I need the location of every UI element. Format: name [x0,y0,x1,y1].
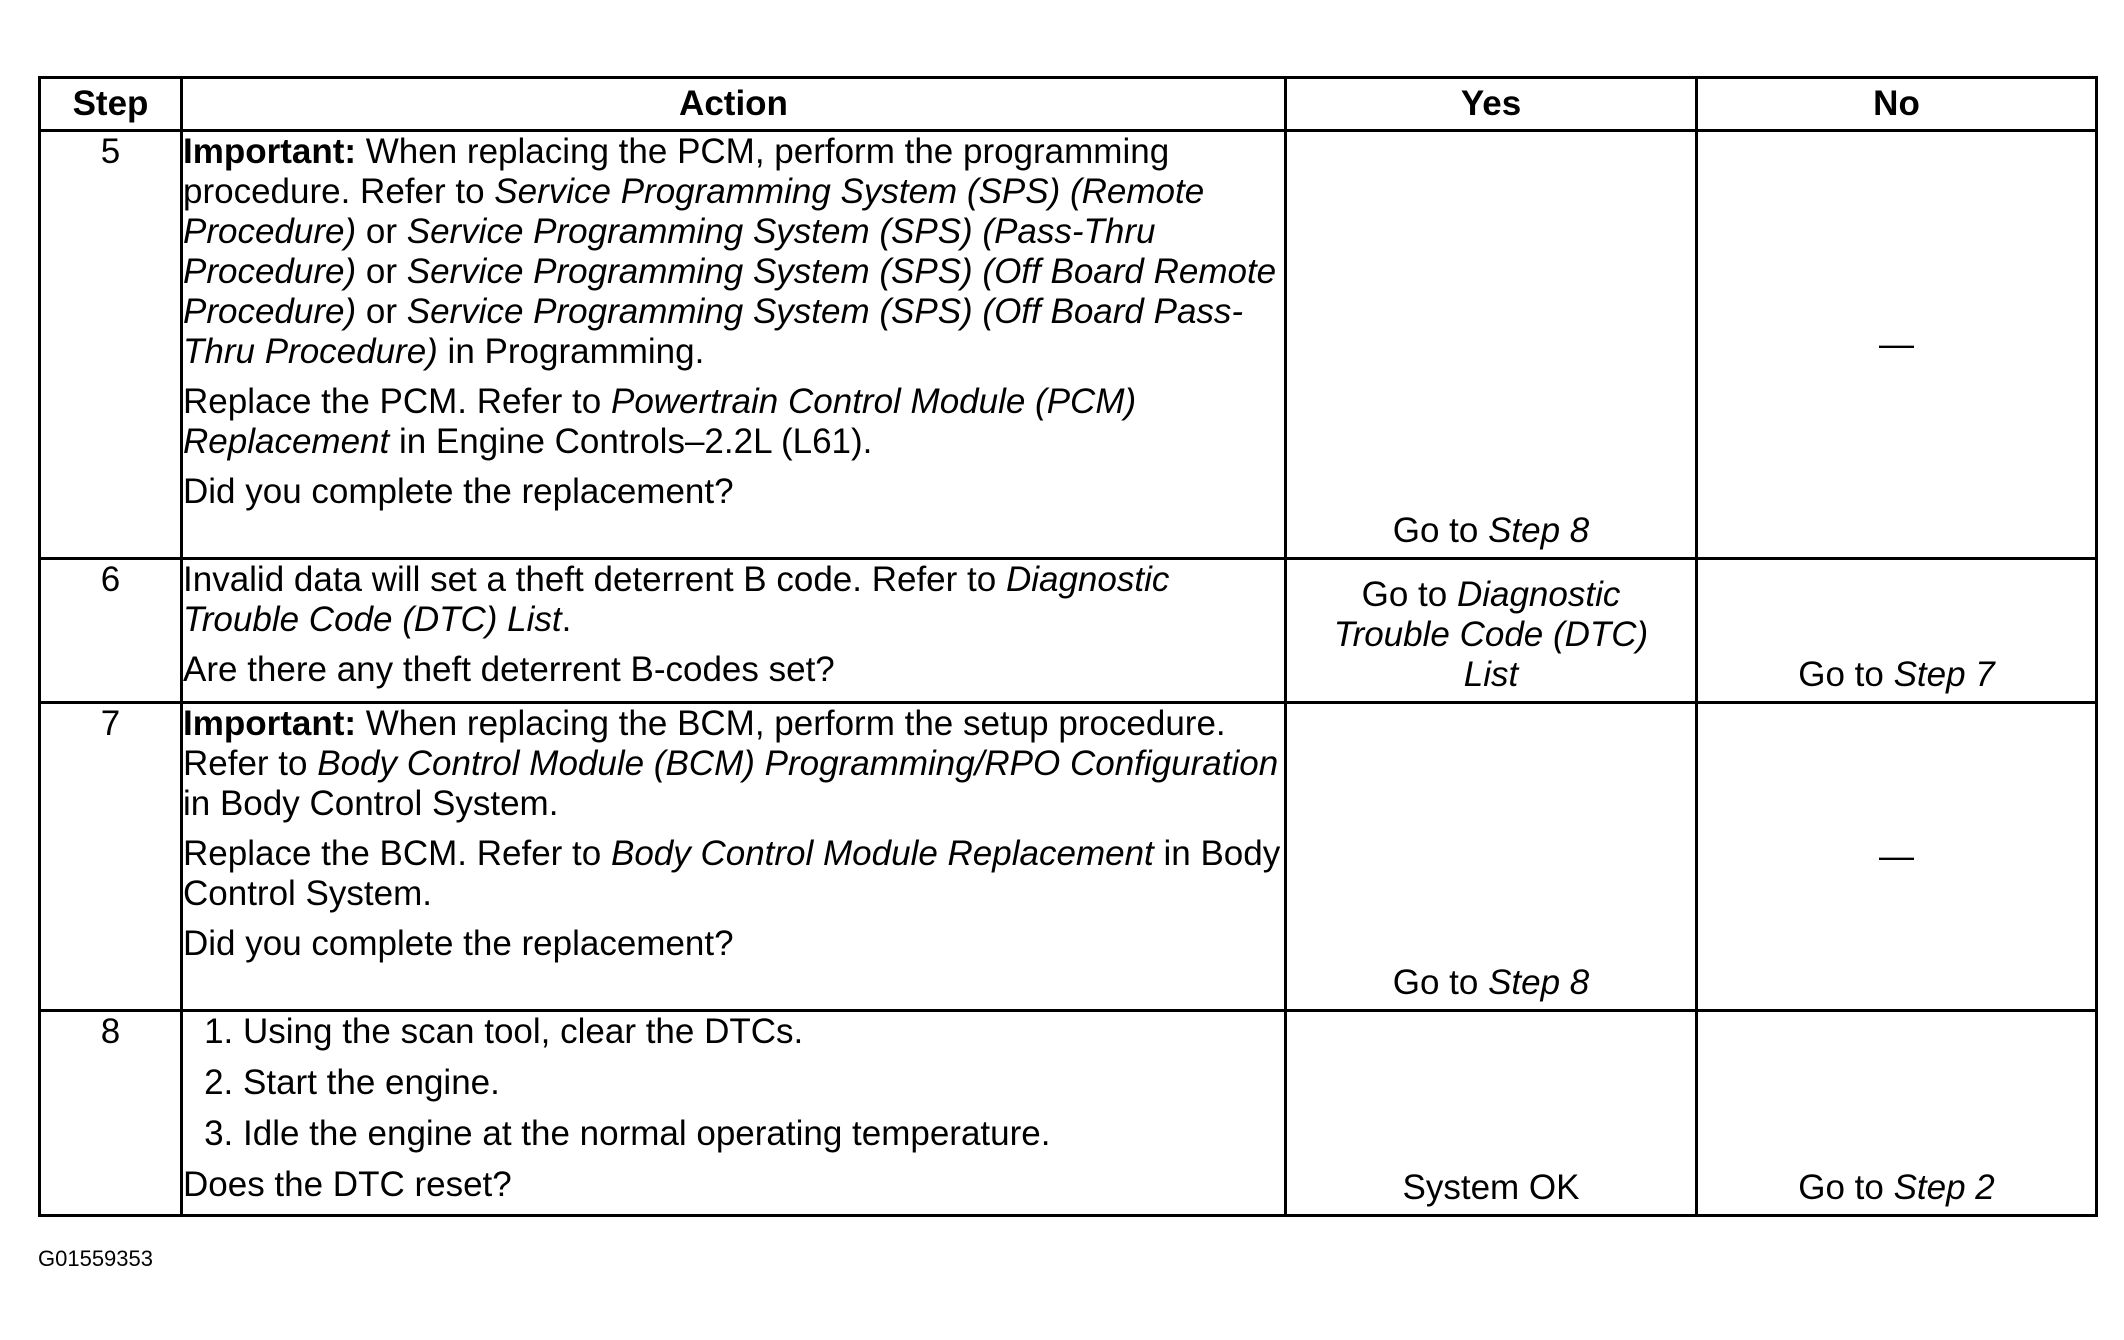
header-yes: Yes [1286,78,1697,131]
no-cell [1697,703,2097,1011]
yes-text: Go to [1392,511,1489,550]
diagnostic-table [38,76,2098,1217]
yes-cell [1286,1011,1697,1216]
table-row-step-6 [40,559,2097,703]
question: Does the DTC reset? [183,1165,512,1204]
yes-step-link[interactable]: Step 8 [1488,963,1590,1002]
yes-cell [1286,559,1697,703]
important-note [183,704,1284,824]
note-text: or [356,212,407,251]
important-note [183,132,1284,372]
header-action: Action [182,78,1286,131]
table-row-step-7 [40,703,2097,1011]
list-item: 2. Start the engine. [243,1063,1284,1103]
instruction-text: Invalid data will set a theft deterrent B code. Refer to [183,560,1006,599]
list-item: 1. Using the scan tool, clear the DTCs. [243,1012,1284,1052]
no-cell [1697,131,2097,559]
procedure-list [183,1012,1284,1154]
question: Did you complete the replacement? [183,472,734,511]
yes-cell [1286,131,1697,559]
yes-cell [1286,703,1697,1011]
no-text: Go to [1798,655,1894,694]
step-number: 6 [40,559,182,703]
no-dash: — [1879,836,1914,876]
instruction-text: in Engine Controls–2.2L (L61). [389,422,873,461]
reference-link[interactable]: Body Control Module (BCM) Programming/RPO Configuration [317,744,1279,783]
question: Are there any theft deterrent B-codes set? [183,650,835,689]
note-text: in Programming. [437,332,705,371]
reference-link[interactable]: Service Programming System (SPS) (Remote Procedure) [183,172,1205,251]
instruction-text: Replace the BCM. Refer to [183,834,611,873]
reference-link[interactable]: Service Programming System (SPS) (Off Board Remote Procedure) [183,252,1277,331]
instruction-text: Replace the PCM. Refer to [183,382,611,421]
header-row [40,78,2097,131]
header-step: Step [40,78,182,131]
diagnostic-table-container [38,76,2095,1217]
note-text: in Body Control System. [183,784,559,823]
reference-link[interactable]: Service Programming System (SPS) (Off Board Pass-Thru Procedure) [183,292,1244,371]
important-label: Important: [183,704,357,743]
reference-link[interactable]: Body Control Module Replacement [610,834,1154,873]
note-text: or [356,292,407,331]
reference-link[interactable]: Diagnostic Trouble Code (DTC) List [183,560,1170,639]
step-number: 7 [40,703,182,1011]
instruction [183,834,1284,914]
figure-id: G01559353 [38,1246,153,1271]
no-cell [1697,559,2097,703]
list-item: 3. Idle the engine at the normal operating temperature. [243,1114,1284,1154]
question: Did you complete the replacement? [183,924,734,963]
action-cell [182,703,1286,1011]
note-text: When replacing the PCM, perform the programming procedure. Refer to [183,132,1170,211]
no-step-link[interactable]: Step 7 [1893,655,1995,694]
no-dash: — [1879,324,1914,364]
no-step-link[interactable]: Step 2 [1893,1168,1995,1207]
table-row-step-8 [40,1011,2097,1216]
step-number: 8 [40,1011,182,1216]
instruction-text: in Body Control System. [183,834,1281,913]
yes-system-ok: System OK [1402,1168,1580,1207]
yes-text: Go to [1392,963,1489,1002]
action-cell [182,559,1286,703]
table-row-step-5 [40,131,2097,559]
step-number: 5 [40,131,182,559]
header-no: No [1697,78,2097,131]
yes-step-link[interactable]: Step 8 [1488,511,1590,550]
yes-text: Go to [1361,575,1457,614]
instruction-text: . [561,600,572,639]
reference-link[interactable]: Powertrain Control Module (PCM) Replacement [183,382,1137,461]
yes-dtc-list-link[interactable]: Diagnostic Trouble Code (DTC) List [1333,575,1649,694]
instruction [183,382,1284,462]
note-text: or [356,252,407,291]
action-cell [182,131,1286,559]
note-text: When replacing the BCM, perform the setup procedure. Refer to [183,704,1226,783]
no-text: Go to [1798,1168,1894,1207]
no-cell [1697,1011,2097,1216]
important-label: Important: [183,132,357,171]
instruction [183,560,1284,640]
reference-link[interactable]: Service Programming System (SPS) (Pass-Thru Procedure) [183,212,1156,291]
action-cell [182,1011,1286,1216]
